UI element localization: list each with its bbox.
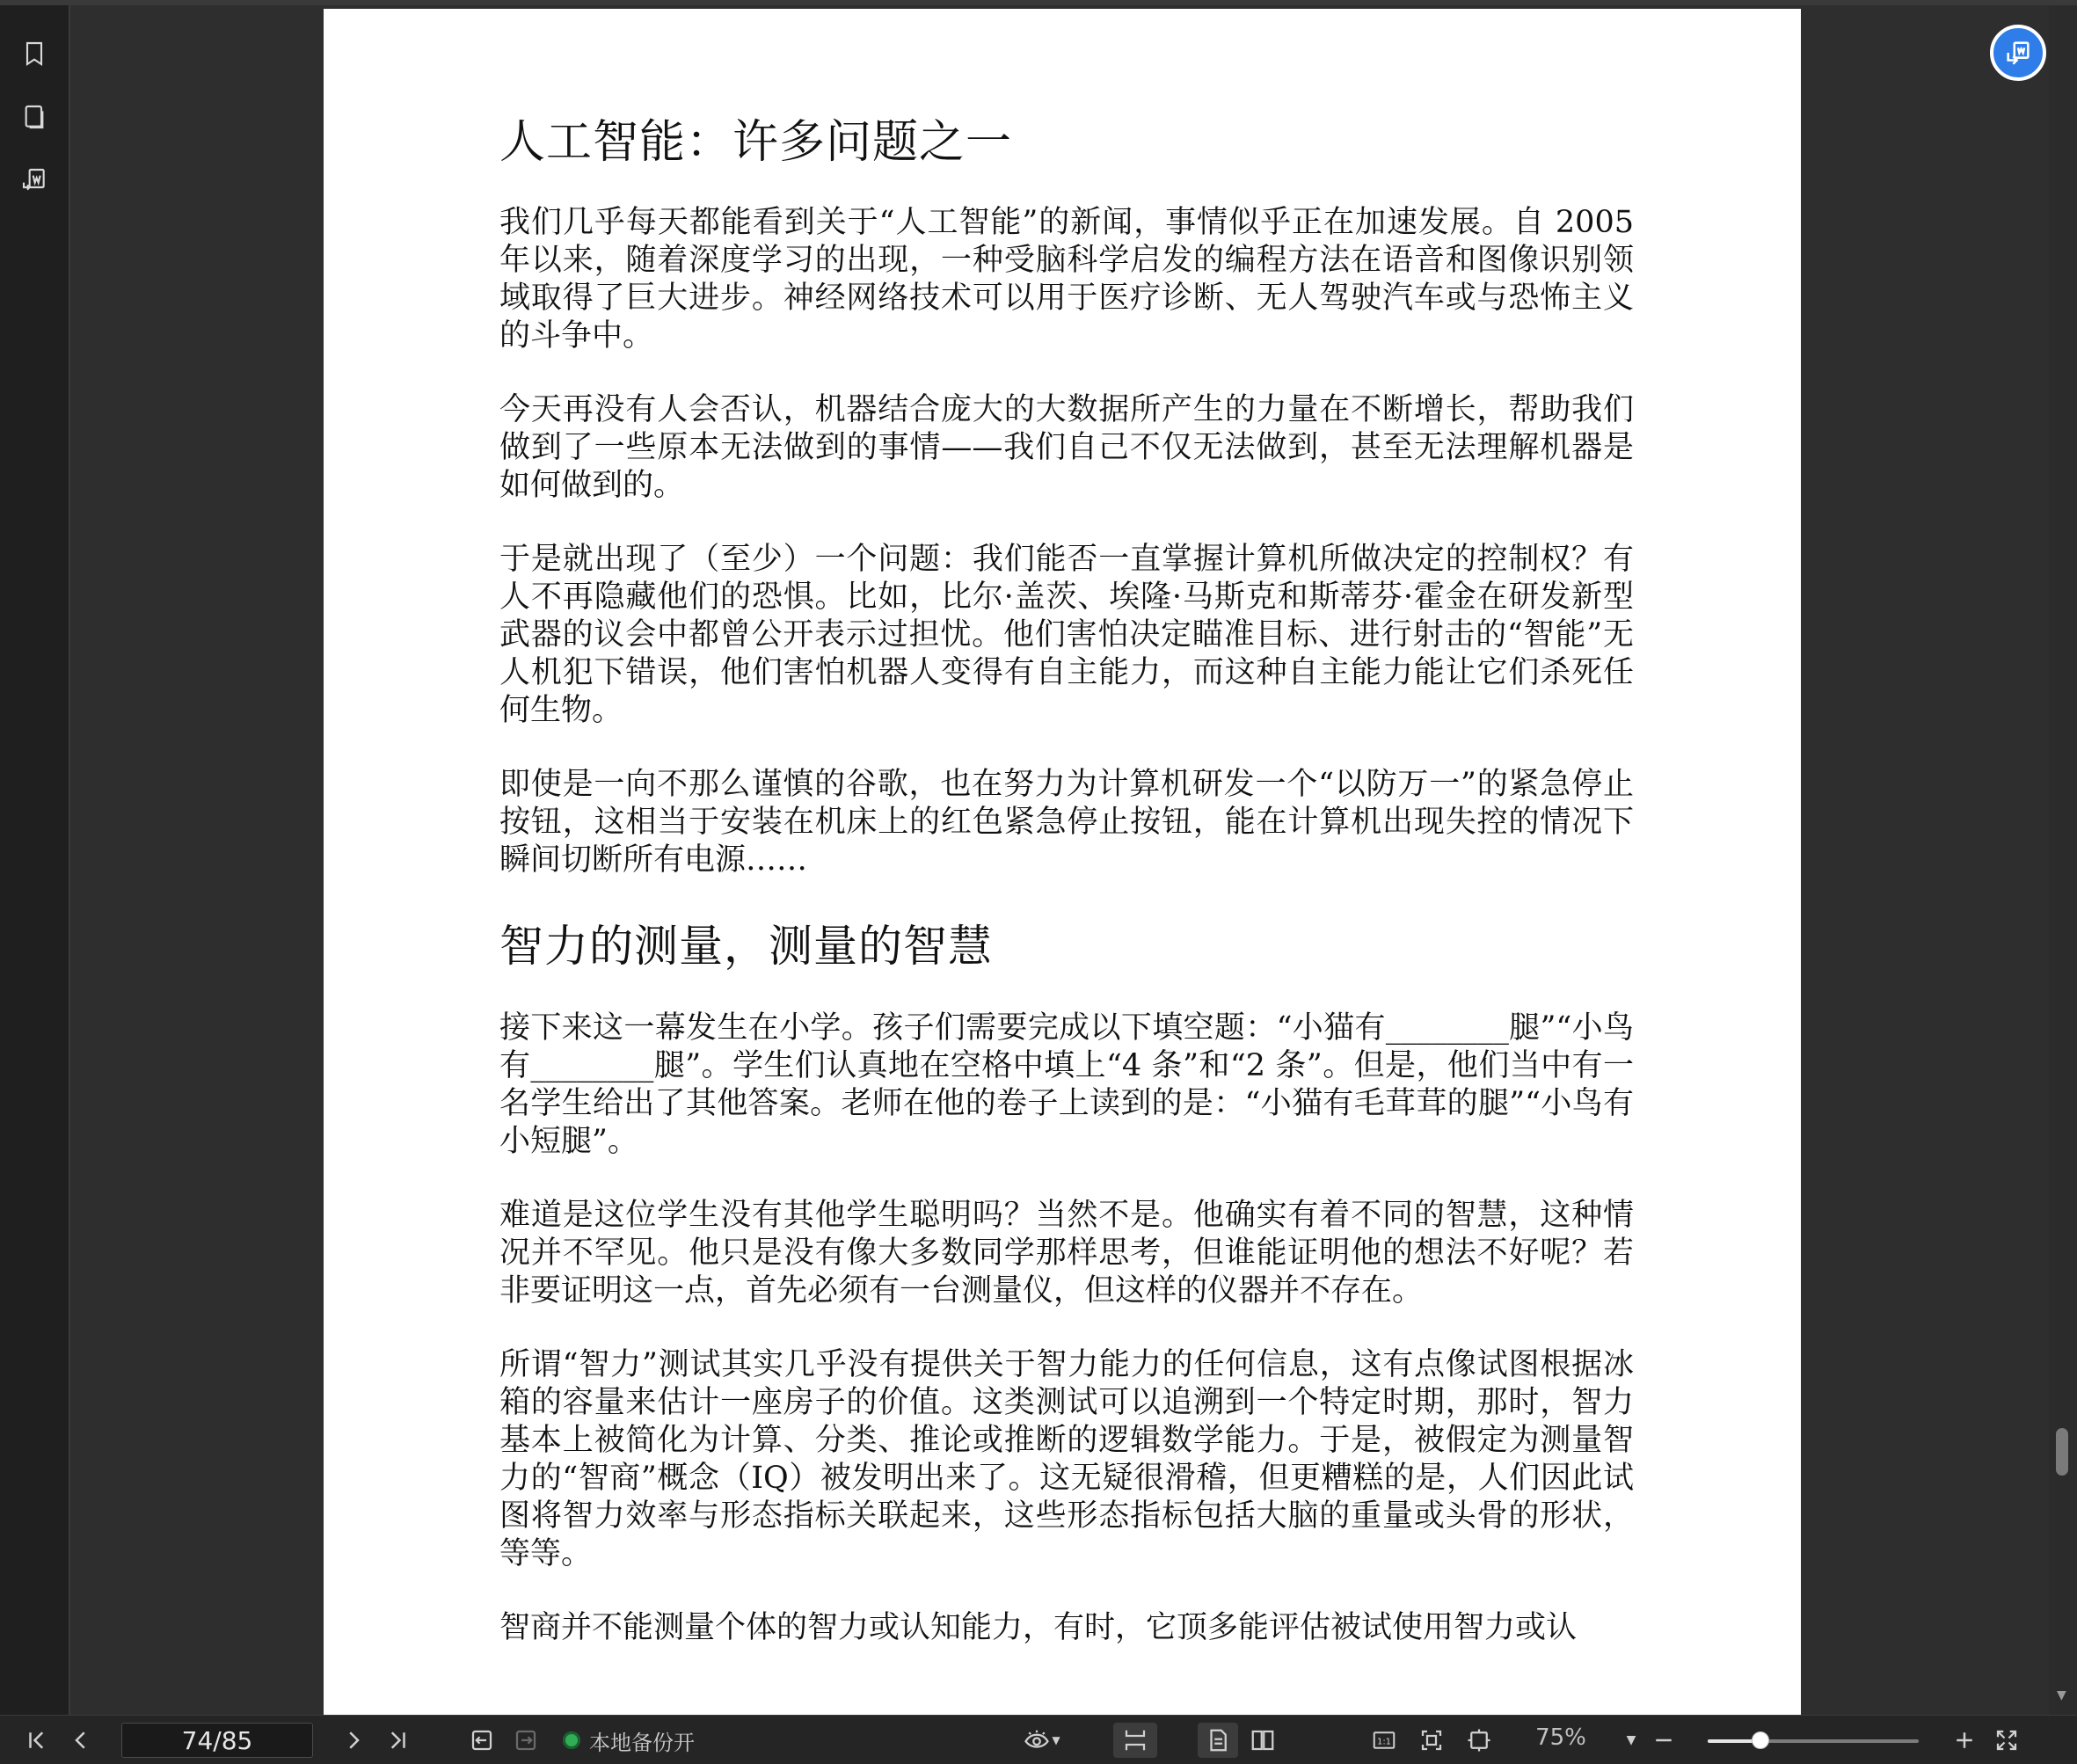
status-dot-icon bbox=[563, 1731, 580, 1749]
back-arrow-icon bbox=[469, 1727, 495, 1753]
bottom-toolbar bbox=[0, 1715, 2077, 1764]
scrollbar-thumb[interactable] bbox=[2056, 1428, 2068, 1476]
zoom-dropdown-button[interactable] bbox=[1614, 1723, 1649, 1758]
left-sidebar bbox=[0, 5, 70, 1715]
first-page-button[interactable] bbox=[19, 1723, 55, 1758]
eye-protection-button[interactable] bbox=[1016, 1723, 1068, 1758]
paragraph: 即使是一向不那么谨慎的谷歌，也在努力为计算机研发一个“以防万一”的紧急停止按钮，这相当于安装在机床上的红色紧急停止按钮，能在计算机出现失控的情况下瞬间切断所有电源…… bbox=[499, 767, 1634, 878]
zoom-slider[interactable] bbox=[1708, 1739, 1919, 1743]
section-heading: 智力的测量，测量的智慧 bbox=[499, 921, 993, 972]
vertical-scrollbar[interactable] bbox=[2049, 5, 2077, 1715]
actual-size-icon bbox=[1371, 1727, 1397, 1753]
backup-status[interactable] bbox=[563, 1724, 695, 1756]
chevron-down-icon: ▼ bbox=[1626, 1733, 1636, 1747]
scroll-mode-icon bbox=[1122, 1727, 1148, 1753]
zoom-slider-knob[interactable] bbox=[1752, 1731, 1769, 1749]
paragraph: 智商并不能测量个体的智力或认知能力，有时，它顶多能评估被试使用智力或认 bbox=[499, 1610, 1578, 1645]
convert-document-button[interactable] bbox=[12, 158, 56, 202]
last-page-icon bbox=[384, 1727, 411, 1753]
section-heading: 人工智能：许多问题之一 bbox=[499, 116, 1013, 169]
chevron-left-icon bbox=[68, 1727, 94, 1753]
actual-size-button[interactable] bbox=[1366, 1723, 1402, 1758]
fit-width-icon bbox=[1466, 1727, 1492, 1753]
single-page-scroll-button[interactable] bbox=[1113, 1723, 1157, 1758]
plus-icon bbox=[1951, 1727, 1978, 1753]
previous-page-button[interactable] bbox=[63, 1723, 98, 1758]
paragraph: 于是就出现了（至少）一个问题：我们能否一直掌握计算机所做决定的控制权？有人不再隐藏他们的恐惧。比如，比尔·盖茨、埃隆·马斯克和斯蒂芬·霍金在研发新型武器的议会中都曾公开表示过担忧。他们害怕决定瞄准目标、进行射击的“智能”无人机犯下错误，他们害怕机器人变得有自主能力，而这种自主能力能让它们杀死任何生物。 bbox=[499, 542, 1634, 728]
back-button[interactable] bbox=[464, 1723, 499, 1758]
paragraph: 今天再没有人会否认，机器结合庞大的大数据所产生的力量在不断增长，帮助我们做到了一些原本无法做到的事情——我们自己不仅无法做到，甚至无法理解机器是如何做到的。 bbox=[499, 392, 1634, 503]
convert-icon bbox=[2003, 38, 2033, 68]
page-number-input[interactable]: 74/85 bbox=[121, 1723, 313, 1758]
paragraph: 接下来这一幕发生在小学。孩子们需要完成以下填空题：“小猫有________腿”“小鸟有________腿”。学生们认真地在空格中填上“4 条”和“2 条”。但是，他们当中有一名学生给出了其他答案。老师在他的卷子上读到的是：“小猫有毛茸茸的腿”“小鸟有小短腿”。 bbox=[499, 1010, 1634, 1159]
convert-doc-icon bbox=[20, 166, 48, 194]
fit-page-button[interactable] bbox=[1414, 1723, 1449, 1758]
minus-icon bbox=[1651, 1727, 1677, 1753]
double-page-view-button[interactable] bbox=[1245, 1723, 1280, 1758]
zoom-level[interactable]: 75% bbox=[1535, 1724, 1586, 1751]
book-icon bbox=[1250, 1727, 1276, 1753]
zoom-in-button[interactable] bbox=[1947, 1723, 1982, 1758]
pages-icon bbox=[20, 103, 48, 131]
paragraph: 所谓“智力”测试其实几乎没有提供关于智力能力的任何信息，这有点像试图根据冰箱的容量来估计一座房子的价值。这类测试可以追溯到一个特定时期，那时，智力基本上被简化为计算、分类、推论或推断的逻辑数学能力。于是，被假定为测量智力的“智商”概念（IQ）被发明出来了。这无疑很滑稽，但更糟糕的是，人们因此试图将智力效率与形态指标关联起来，这些形态指标包括大脑的重量或头骨的形状，等等。 bbox=[499, 1347, 1634, 1571]
page-content bbox=[499, 114, 1634, 1683]
zoom-out-button[interactable] bbox=[1646, 1723, 1681, 1758]
fullscreen-button[interactable] bbox=[1989, 1723, 2024, 1758]
backup-status-label: 本地备份开 bbox=[589, 1730, 695, 1755]
forward-button[interactable] bbox=[508, 1723, 543, 1758]
first-page-icon bbox=[24, 1727, 50, 1753]
page-thumbnails-button[interactable] bbox=[12, 95, 56, 139]
chevron-right-icon bbox=[340, 1727, 367, 1753]
fit-page-icon bbox=[1418, 1727, 1445, 1753]
scroll-down-arrow-icon[interactable]: ▼ bbox=[2057, 1688, 2066, 1702]
last-page-button[interactable] bbox=[380, 1723, 415, 1758]
single-page-view-button[interactable] bbox=[1198, 1723, 1238, 1758]
paragraph: 难道是这位学生没有其他学生聪明吗？当然不是。他确实有着不同的智慧，这种情况并不罕见。他只是没有像大多数同学那样思考，但谁能证明他的想法不好呢？若非要证明这一点，首先必须有一台测量仪，但这样的仪器并不存在。 bbox=[499, 1198, 1634, 1308]
bookmark-icon bbox=[20, 40, 48, 68]
eye-icon bbox=[1024, 1727, 1050, 1753]
forward-arrow-icon bbox=[513, 1727, 539, 1753]
paragraph: 我们几乎每天都能看到关于“人工智能”的新闻，事情似乎正在加速发展。自 2005 年以来，随着深度学习的出现，一种受脑科学启发的编程方法在语音和图像识别领域取得了巨大进步。神经网络技术可以用于医疗诊断、无人驾驶汽车或与恐怖主义的斗争中。 bbox=[499, 205, 1634, 354]
document-page bbox=[324, 9, 1801, 1718]
chevron-down-icon: ▼ bbox=[1052, 1734, 1060, 1746]
fullscreen-icon bbox=[1993, 1727, 2020, 1753]
bookmark-button[interactable] bbox=[12, 32, 56, 76]
fit-width-button[interactable] bbox=[1461, 1723, 1497, 1758]
svg-text:1:1: 1:1 bbox=[1376, 1737, 1392, 1747]
single-page-icon bbox=[1205, 1727, 1231, 1753]
floating-convert-button[interactable] bbox=[1990, 25, 2046, 81]
document-viewer[interactable] bbox=[70, 5, 2077, 1715]
next-page-button[interactable] bbox=[336, 1723, 371, 1758]
